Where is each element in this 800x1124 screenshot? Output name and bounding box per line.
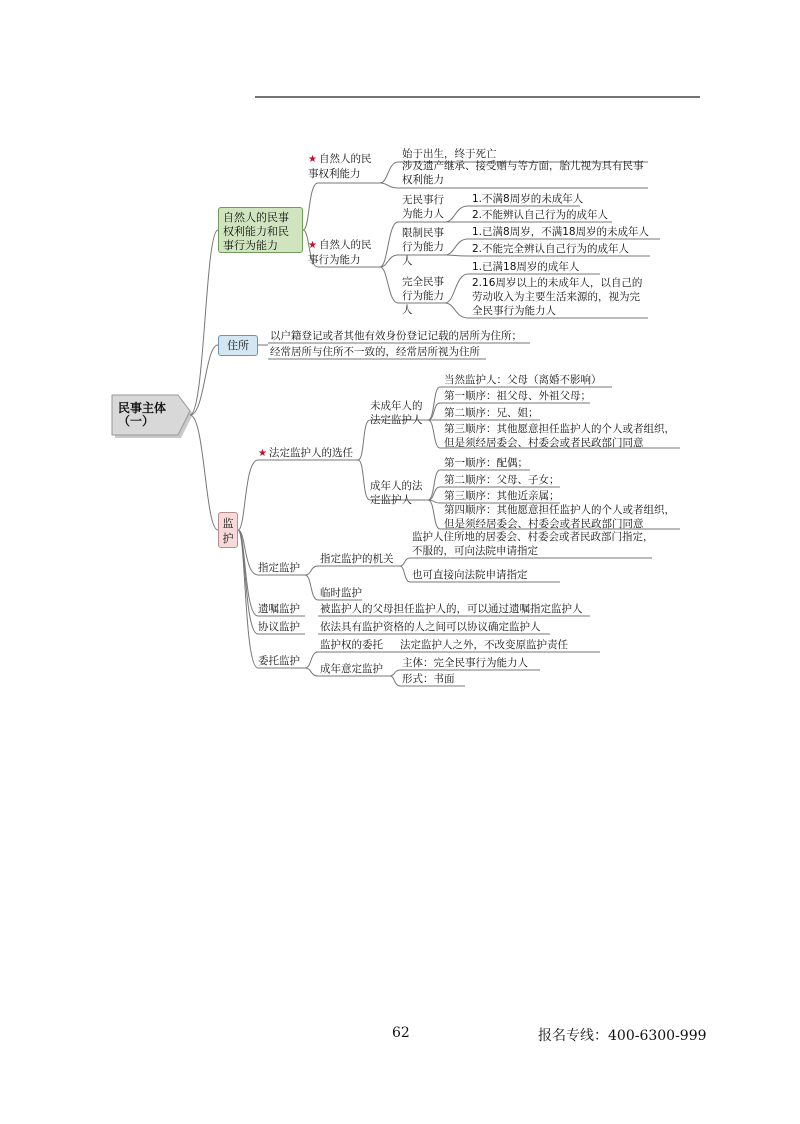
- node-testamentary: 遗嘱监护: [258, 603, 300, 615]
- node-designating-organ: 指定监护的机关: [320, 553, 394, 565]
- branch-civil-capacity[interactable]: [218, 207, 303, 253]
- agreement-text: 依法具有监护资格的人之间可以协议确定监护人: [320, 621, 541, 633]
- minor-item-3: 第二顺序：兄、姐；: [444, 407, 539, 419]
- group-full-capacity: 完全民事行为能力人: [402, 276, 444, 316]
- organ-item-1: 监护人住所地的居委会、村委会或者民政部门指定，不服的，可向法院申请指定: [412, 531, 654, 557]
- testamentary-text: 被监护人的父母担任监护人的，可以通过遗嘱指定监护人: [320, 603, 583, 615]
- node-temp-guardian: 临时监护: [320, 587, 362, 599]
- minor-item-1: 当然监护人：父母（离婚不影响）: [444, 374, 602, 386]
- branch-guardianship-label: 监护: [222, 517, 234, 545]
- node-rights-capacity-label: 自然人的民事权利能力: [308, 153, 372, 180]
- domicile-item-2: 经常居所与住所不一致的，经常居所视为住所: [270, 346, 480, 358]
- node-agreement: 协议监护: [258, 621, 300, 633]
- full-capacity-item-1: 1.已满18周岁的成年人: [472, 261, 580, 273]
- branch-guardianship[interactable]: [218, 512, 238, 548]
- star-icon: ★: [308, 240, 317, 251]
- no-capacity-item-2: 2.不能辨认自己行为的成年人: [472, 209, 609, 221]
- hotline: 报名专线：400-6300-999: [538, 1028, 707, 1044]
- branch-civil-capacity-label: 自然人的民事权利能力和民事行为能力: [223, 211, 289, 252]
- page-number: 62: [392, 1025, 410, 1041]
- node-legal-guardian-label: 法定监护人的选任: [268, 447, 353, 459]
- star-icon: ★: [258, 448, 267, 459]
- minor-item-4: 第三顺序：其他愿意担任监护人的个人或者组织，但是须经居委会、村委会或者民政部门同意: [444, 423, 675, 449]
- node-adult-guardian: 成年人的法定监护人: [370, 480, 423, 506]
- group-no-capacity: 无民事行为能力人: [402, 194, 444, 220]
- rights-item-2: 涉及遗产继承、接受赠与等方面，胎儿视为具有民事权利能力: [402, 160, 644, 186]
- star-icon: ★: [308, 154, 317, 165]
- node-delegation: 监护权的委托: [320, 639, 383, 651]
- branch-domicile-label: 住所: [227, 339, 249, 352]
- node-legal-guardian: [258, 446, 353, 461]
- adult-item-1: 第一顺序：配偶；: [444, 457, 528, 469]
- rights-item-1: 始于出生，终于死亡: [402, 148, 497, 160]
- node-act-capacity-label: 自然人的民事行为能力: [308, 239, 372, 266]
- group-limited-capacity: 限制民事行为能力人: [402, 227, 444, 267]
- organ-item-2: 也可直接向法院申请指定: [412, 569, 528, 581]
- node-minor-guardian: 未成年人的法定监护人: [370, 400, 423, 426]
- adult-item-2: 第二顺序：父母、子女；: [444, 474, 560, 486]
- adult-intent-item-1: 主体：完全民事行为能力人: [402, 657, 528, 669]
- node-act-capacity: [308, 238, 380, 268]
- full-capacity-item-2: 2.16周岁以上的未成年人，以自己的劳动收入为主要生活来源的，视为完全民事行为能力人: [472, 277, 643, 317]
- adult-item-3: 第三顺序：其他近亲属；: [444, 490, 560, 502]
- minor-item-2: 第一顺序：祖父母、外祖父母；: [444, 390, 591, 402]
- domicile-item-1: 以户籍登记或者其他有效身份登记记载的居所为住所；: [270, 330, 522, 342]
- no-capacity-item-1: 1.不满8周岁的未成年人: [472, 193, 584, 205]
- root-label: 民事主体（一）: [118, 401, 167, 428]
- limited-capacity-item-2: 2.不能完全辨认自己行为的成年人: [472, 243, 630, 255]
- node-designated: 指定监护: [258, 562, 300, 574]
- limited-capacity-item-1: 1.已满8周岁，不满18周岁的未成年人: [472, 226, 650, 238]
- adult-intent-item-2: 形式：书面: [402, 673, 455, 685]
- branch-domicile[interactable]: [218, 335, 258, 356]
- node-entrusted: 委托监护: [258, 655, 300, 667]
- node-adult-intent: 成年意定监护: [320, 663, 383, 675]
- node-rights-capacity: [308, 152, 380, 182]
- adult-item-4: 第四顺序：其他愿意担任监护人的个人或者组织，但是须经居委会、村委会或者民政部门同意: [444, 504, 675, 530]
- delegation-text: 法定监护人之外，不改变原监护责任: [400, 639, 568, 651]
